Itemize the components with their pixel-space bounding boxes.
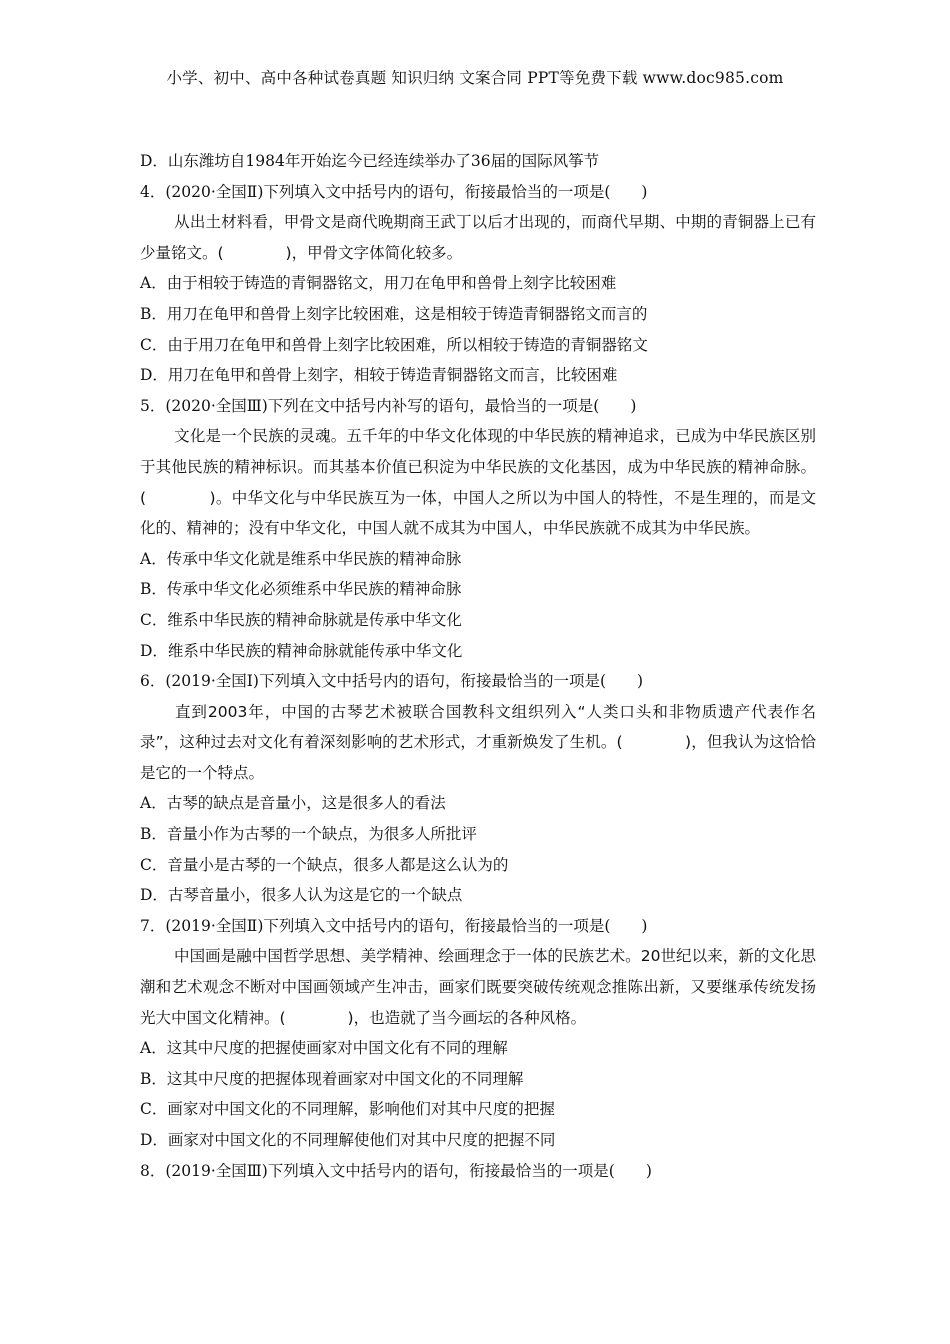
- question-line: 5．(2020·全国Ⅲ)下列在文中括号内补写的语句，最恰当的一项是( ): [140, 396, 637, 415]
- passage: [140, 697, 816, 789]
- option-line: A．古琴的缺点是音量小，这是很多人的看法: [140, 794, 446, 813]
- passage: [140, 207, 816, 268]
- question-line: 7．(2019·全国Ⅱ)下列填入文中括号内的语句，衔接最恰当的一项是( ): [140, 916, 648, 935]
- option-line: A．这其中尺度的把握使画家对中国文化有不同的理解: [140, 1039, 508, 1058]
- passage-text: 直到2003年，中国的古琴艺术被联合国教科文组织列入“人类口头和非物质遗产代表作名录”，这种过去对文化有着深刻影响的艺术形式，才重新焕发了生机。( )，但我认为这恰恰是它的一个特点。: [140, 702, 816, 782]
- option-line: D．维系中华民族的精神命脉就能传承中华文化: [140, 641, 463, 660]
- passage-text: 中国画是融中国哲学思想、美学精神、绘画理念于一体的民族艺术。20世纪以来，新的文化思潮和艺术观念不断对中国画领域产生冲击，画家们既要突破传统观念推陈出新，又要继承传统发扬光大中国文化精神。( )，也造就了当今画坛的各种风格。: [140, 947, 816, 1027]
- page-header: 小学、初中、高中各种试卷真题 知识归纳 文案合同 PPT等免费下载 www.doc985.com: [166, 69, 784, 87]
- passage-text: 从出土材料看，甲骨文是商代晚期商王武丁以后才出现的，而商代早期、中期的青铜器上已有少量铭文。( )，甲骨文字体简化较多。: [140, 213, 816, 262]
- question-line: 8．(2019·全国Ⅲ)下列填入文中括号内的语句，衔接最恰当的一项是( ): [140, 1161, 652, 1180]
- option-line: D．用刀在龟甲和兽骨上刻字，相较于铸造青铜器铭文而言，比较困难: [140, 366, 618, 385]
- option-line: C．音量小是古琴的一个缺点，很多人都是这么认为的: [140, 855, 509, 874]
- option-line: B．传承中华文化必须维系中华民族的精神命脉: [140, 580, 462, 599]
- document-body: [140, 146, 816, 1186]
- option-line: C．画家对中国文化的不同理解，影响他们对其中尺度的把握: [140, 1100, 555, 1119]
- option-line: D．画家对中国文化的不同理解使他们对其中尺度的把握不同: [140, 1131, 556, 1149]
- option-line: D．山东潍坊自1984年开始迄今已经连续举办了36届的国际风筝节: [140, 152, 600, 170]
- option-line: D．古琴音量小，很多人认为这是它的一个缺点: [140, 886, 463, 905]
- question-line: 4．(2020·全国Ⅱ)下列填入文中括号内的语句，衔接最恰当的一项是( ): [140, 182, 648, 201]
- passage: [140, 941, 816, 1033]
- option-line: B．音量小作为古琴的一个缺点，为很多人所批评: [140, 825, 477, 844]
- option-line: C．维系中华民族的精神命脉就是传承中华文化: [140, 610, 462, 629]
- passage-text: 文化是一个民族的灵魂。五千年的中华文化体现的中华民族的精神追求，已成为中华民族区别于其他民族的精神标识。而其基本价值已积淀为中华民族的文化基因，成为中华民族的精神命脉。( )。中华文化与中华民族互为一体，中国人之所以为中国人的特性，不是生理的，而是文化的、精神的；没有中华文化，中国人就不成其为中国人，中华民族就不成其为中华民族。: [140, 427, 816, 538]
- option-line: B．这其中尺度的把握体现着画家对中国文化的不同理解: [140, 1069, 524, 1088]
- question-line: 6．(2019·全国Ⅰ)下列填入文中括号内的语句，衔接最恰当的一项是( ): [140, 672, 644, 691]
- option-line: A．由于相较于铸造的青铜器铭文，用刀在龟甲和兽骨上刻字比较困难: [140, 274, 617, 293]
- passage: [140, 421, 816, 543]
- option-line: C．由于用刀在龟甲和兽骨上刻字比较困难，所以相较于铸造的青铜器铭文: [140, 335, 648, 354]
- option-line: A．传承中华文化就是维系中华民族的精神命脉: [140, 549, 462, 568]
- option-line: B．用刀在龟甲和兽骨上刻字比较困难，这是相较于铸造青铜器铭文而言的: [140, 304, 648, 323]
